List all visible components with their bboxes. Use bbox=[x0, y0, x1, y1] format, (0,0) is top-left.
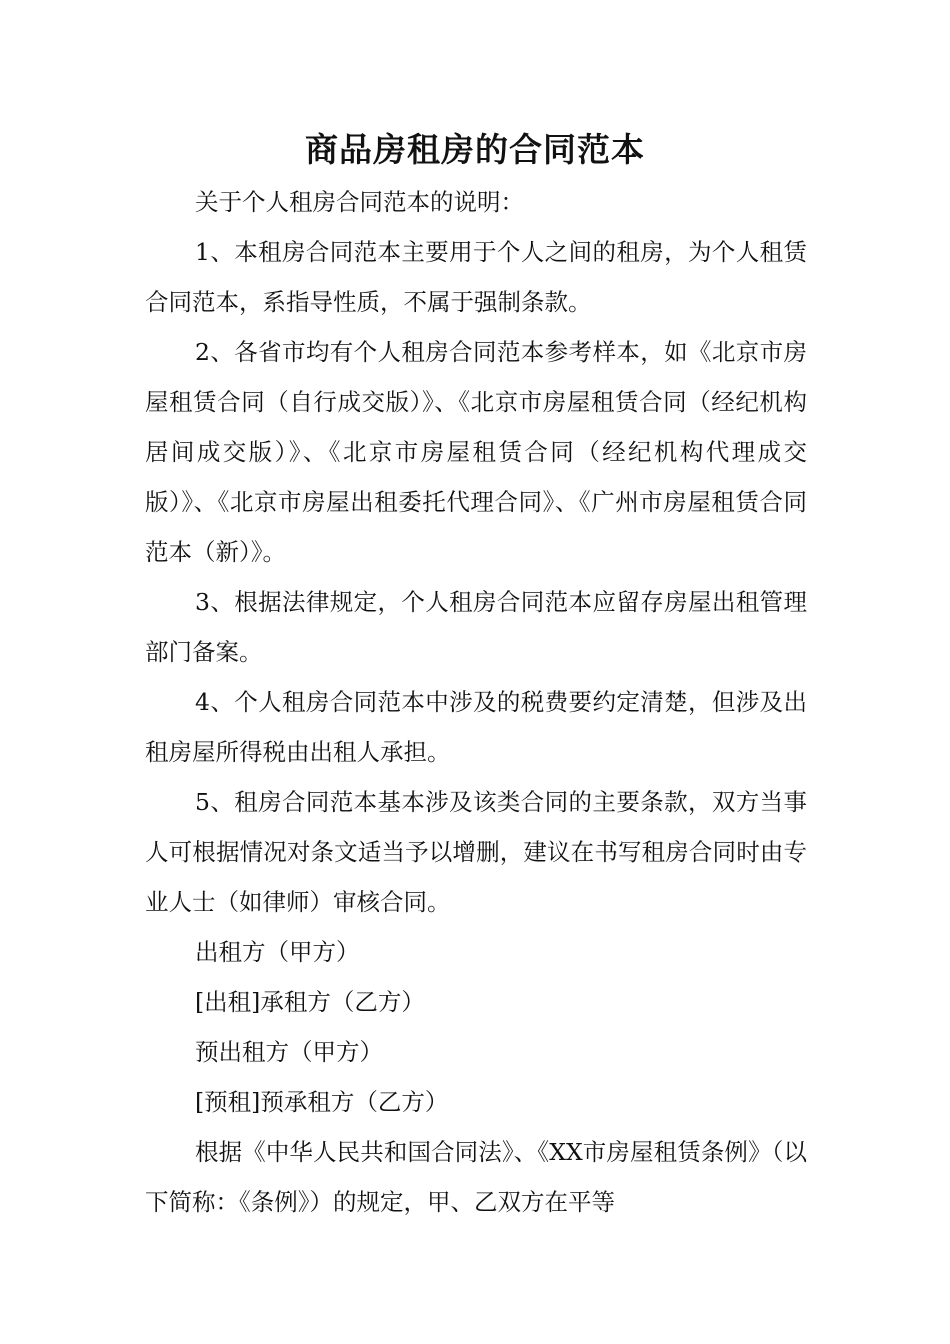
document-body bbox=[145, 177, 807, 1227]
paragraph-legal-basis: 根据《中华人民共和国合同法》、《XX市房屋租赁条例》（以下简称：《条例》）的规定，甲、乙双方在平等 bbox=[145, 1138, 807, 1216]
paragraph-item-4: 4、个人租房合同范本中涉及的税费要约定清楚，但涉及出租房屋所得税由出租人承担。 bbox=[145, 688, 807, 766]
party-pre-lessor-label: 预出租方（甲方） bbox=[195, 1038, 383, 1066]
paragraph-intro: 关于个人租房合同范本的说明： bbox=[195, 188, 524, 216]
paragraph-item-1: 1、本租房合同范本主要用于个人之间的租房，为个人租赁合同范本，系指导性质，不属于强制条款。 bbox=[145, 238, 807, 316]
paragraph-item-2: 2、各省市均有个人租房合同范本参考样本，如《北京市房屋租赁合同（自行成交版）》、《北京市房屋租赁合同（经纪机构居间成交版）》、《北京市房屋租赁合同（经纪机构代理成交版）》、《北京市房屋出租委托代理合同》、《广州市房屋租赁合同范本（新）》。 bbox=[145, 338, 807, 566]
party-lessee-label: [出租]承租方（乙方） bbox=[195, 988, 425, 1016]
document-title: 商品房租房的合同范本 bbox=[305, 130, 645, 169]
party-pre-lessee-label: [预租]预承租方（乙方） bbox=[195, 1088, 449, 1116]
party-lessor-label: 出租方（甲方） bbox=[195, 938, 360, 966]
paragraph-item-5: 5、租房合同范本基本涉及该类合同的主要条款，双方当事人可根据情况对条文适当予以增删，建议在书写租房合同时由专业人士（如律师）审核合同。 bbox=[145, 788, 807, 916]
paragraph-item-3: 3、根据法律规定，个人租房合同范本应留存房屋出租管理部门备案。 bbox=[145, 588, 807, 666]
